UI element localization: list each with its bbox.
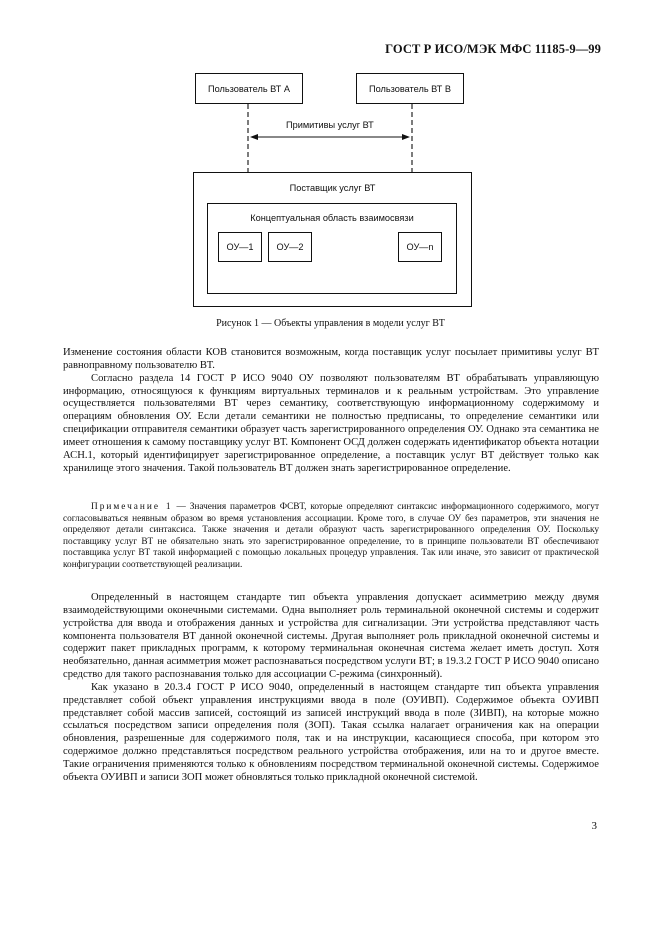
user-b-label: Пользователь ВТ В bbox=[369, 83, 451, 94]
paragraph-3: Определенный в настоящем стандарте тип объекта управления допускает асимметрию между двумя взаимодействующими оконечными системами. Одна выполняет роль терминальной оконечной системы и содержит устройства для ввода и отображения данных и устройства для сигнализации. Эти устройства представляют часть компонента пользователя ВТ данной оконечной системы. Другая выполняет роль прикладной оконечной системы и содержит пакет прикладных программ, к которому терминальная оконечная система желает иметь доступ. Хотя необязательно, данная асимметрия может распознаваться посредством услуги ВТ; в 19.3.2 ГОСТ Р ИСО 9040 описано средство для такого распознавания только для ассоциации С-режима (синхронный). bbox=[63, 592, 599, 681]
note-text: — Значения параметров ФСВТ, которые определяют синтаксис информационного содержимого, могут согласовываться неявным образом во время установления ассоциации. Кроме того, в случае ОУ без параметров, эти значения не определяют детали синтаксиса. Также значения и детали образуют часть зарегистрированного определения ОУ. Поскольку поставщику услуг ВТ не обязательно знать это зарегистрированное определение, то в принципе пользователи ВТ обеспечивают поставщика услуг ВТ такой информацией с помощью локальных процедур управления. Так или иначе, это зависит от практической конфигурации соответствующей реализации. bbox=[63, 502, 600, 570]
ou2-box bbox=[268, 232, 312, 262]
primitives-label: Примитивы услуг ВТ bbox=[283, 120, 377, 130]
user-a-label: Пользователь ВТ А bbox=[208, 83, 290, 94]
conceptual-area-label: Концептуальная область взаимосвязи bbox=[250, 213, 414, 223]
note-paragraph bbox=[63, 502, 599, 571]
note-label: Примечание 1 bbox=[91, 502, 173, 512]
body-text bbox=[63, 347, 599, 475]
arrow-left-icon bbox=[250, 134, 258, 140]
document-header: ГОСТ Р ИСО/МЭК МФС 11185-9—99 bbox=[385, 42, 601, 56]
figure-1 bbox=[0, 0, 661, 340]
ou2-label: ОУ—2 bbox=[276, 242, 304, 252]
paragraph-4: Как указано в 20.3.4 ГОСТ Р ИСО 9040, определенный в настоящем стандарте тип объекта управления представляет собой объект управления инструкциями ввода в поле (ОУИВП). Содержимое объекта ОУИВП представляет собой массив записей, состоящий из записей инструкций ввода в поле (ЗИВП), на которые можно ссылаться посредством записи определения поля (ЗОП). Такая ссылка налагает ограничения как на операции обновления, разрешенные для содержимого поля, так и на инструкции, касающиеся способа, при котором это содержимое должно представляться посредством реального устройства отображения, или на то и другое вместе. Такие ограничения применяются только к обновлениям посредством терминальной оконечной системы. Содержимое объекта ОУИВП и записи ЗОП может обновляться только прикладной оконечной системой. bbox=[63, 681, 599, 783]
oun-box bbox=[398, 232, 442, 262]
body-text-2 bbox=[63, 592, 599, 785]
ou1-label: ОУ—1 bbox=[226, 242, 254, 252]
provider-label: Поставщик услуг ВТ bbox=[289, 183, 376, 193]
ou1-box bbox=[218, 232, 262, 262]
paragraph-2: Согласно раздела 14 ГОСТ Р ИСО 9040 ОУ позволяют пользователям ВТ обрабатывать управляющую информацию, относящуюся к функциям виртуальных терминалов и к реальным устройствам. Это управление осуществляется пользователями ВТ через семантику, соответствующую информационному содержимому и операциям обновления ОУ. Если детали семантики не полностью предписаны, то определение семантики или спецификации отправителя семантики образует часть зарегистрированного определения ОУ. Однако эта семантика не имеет отношения к самому поставщику услуг ВТ. Компонент ОСД должен содержать идентификатор объекта нотации АСН.1, который идентифицирует зарегистрированное определение, а поставщик услуг ВТ действует только как хранилище этого значения. Такой пользователь ВТ должен знать зарегистрированное определение. bbox=[63, 372, 599, 474]
paragraph-1: Изменение состояния области КОВ становится возможным, когда поставщик услуг посылает примитивы услуг ВТ равноправному пользователю ВТ. bbox=[63, 347, 599, 371]
page-number: 3 bbox=[591, 820, 597, 832]
user-a-box bbox=[195, 73, 303, 104]
figure-caption: Рисунок 1 — Объекты управления в модели услуг ВТ bbox=[216, 318, 445, 329]
user-b-box bbox=[356, 73, 464, 104]
note-block bbox=[63, 502, 599, 571]
arrow-right-icon bbox=[402, 134, 410, 140]
oun-label: ОУ—n bbox=[406, 242, 434, 252]
